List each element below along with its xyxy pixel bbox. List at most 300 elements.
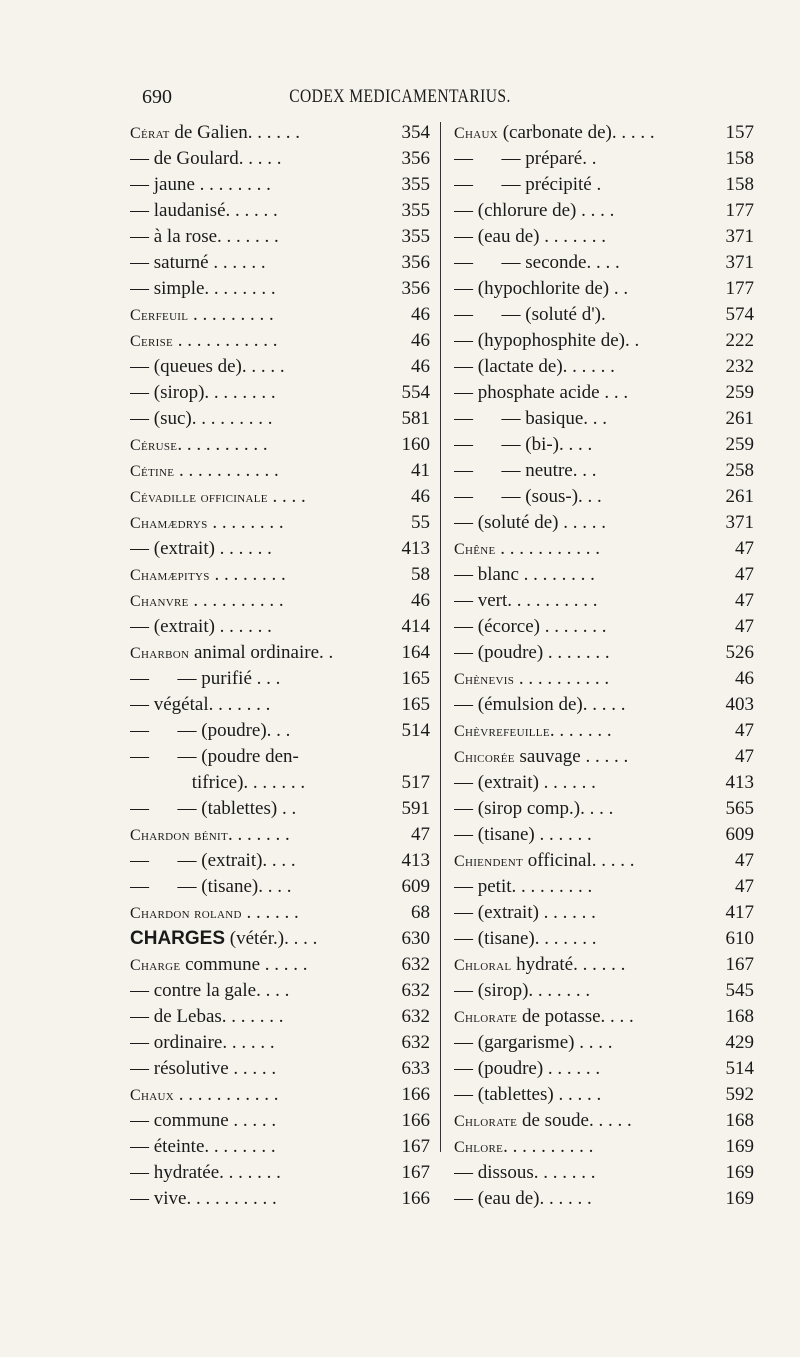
index-entry [454,484,754,510]
index-entry-headword: Chiendent [454,853,523,870]
index-entry-page-number: 565 [725,798,754,819]
index-entry-text [454,276,702,302]
index-entry-label: sauvage . . . . . [514,746,629,767]
index-entry-text [454,354,702,380]
index-entry-page-number: 517 [401,772,430,793]
index-entry-headword: Chêne [454,541,496,558]
index-entry [454,146,754,172]
index-entry-headword: Cerise [130,333,174,350]
index-entry [130,276,430,302]
index-entry-label: tifrice). . . . . . . [130,772,306,793]
index-entry-text [454,614,702,640]
index-entry-label: — — (poudre den- [130,746,299,767]
index-entry-text [130,718,382,744]
index-entry [130,510,430,536]
index-entry [130,536,430,562]
index-entry-headword: Cérat [130,125,170,142]
index-entry [454,1004,754,1030]
index-entry-page-number: 68 [411,902,430,923]
index-entry [130,614,430,640]
index-entry-page-number: 47 [735,720,754,741]
index-entry-page-number: 413 [725,772,754,793]
index-entry-label: — à la rose. . . . . . . [130,226,279,247]
index-entry-headword: Cétine [130,463,175,480]
index-entry-text [454,250,702,276]
index-entry-page-number: 429 [725,1032,754,1053]
index-entry-text [454,926,702,952]
index-entry-headword: Chardon bénit [130,827,229,844]
index-entry-text [454,1186,702,1212]
index-entry-page-number: 164 [401,642,430,663]
index-entry-text [130,146,382,172]
index-entry-label: . . . . . . . . . . . [173,330,278,351]
index-entry-label: . . . . . . . . [207,512,284,533]
index-entry [454,302,754,328]
index-entry [130,432,430,458]
index-entry-text [130,770,382,796]
index-entry-text [454,1056,702,1082]
index-entry-label: — (eau de). . . . . . [454,1188,592,1209]
index-entry-label: — hydratée. . . . . . . [130,1162,281,1183]
index-entry-headword: Chlorate [454,1009,518,1026]
index-entry-text [454,588,702,614]
index-entry [130,484,430,510]
index-entry-page-number: 47 [735,538,754,559]
index-entry-label: (vétér.). . . . [225,928,318,949]
index-entry-label: . . . . . . . [549,720,612,741]
index-entry-text [130,978,382,1004]
index-entry-label: — saturné . . . . . . [130,252,266,273]
index-entry-page-number: 574 [725,304,754,325]
index-entry-page-number: 166 [401,1084,430,1105]
index-entry-label: . . . . . . . . . . [188,590,284,611]
index-entry-label: . . . . . . . . . . . [495,538,600,559]
index-entry-text [454,848,702,875]
index-entry-page-number: 169 [725,1188,754,1209]
index-entry [454,458,754,484]
index-entry-label: — — (tisane). . . . [130,876,292,897]
index-entry-page-number: 591 [401,798,430,819]
index-entry-text [454,978,702,1004]
index-entry-text [130,1108,382,1134]
index-column-left [130,120,430,1212]
index-entry-label: — de Goulard. . . . . [130,148,282,169]
index-entry-label: . . . . . . . . . . [514,668,610,689]
index-entry [454,224,754,250]
index-entry [454,432,754,458]
index-entry-page-number: 371 [725,226,754,247]
page-number: 690 [142,86,172,108]
index-entry-text [454,874,702,900]
index-entry [130,1082,430,1108]
index-entry-page-number: 222 [725,330,754,351]
index-entry [130,302,430,328]
index-entry [454,1056,754,1082]
index-entry-text [454,744,702,771]
index-entry-text [454,1160,702,1186]
index-entry [454,692,754,718]
index-entry-text [130,432,382,459]
index-entry-page-number: 158 [725,148,754,169]
index-entry [130,874,430,900]
index-entry [130,1056,430,1082]
index-entry-text [454,1030,702,1056]
index-entry-page-number: 526 [725,642,754,663]
index-entry [130,198,430,224]
index-entry-text [130,250,382,276]
index-entry-page-number: 261 [725,486,754,507]
index-entry-label: — (écorce) . . . . . . . [454,616,607,637]
index-entry-label: — — basique. . . [454,408,608,429]
index-entry-label: — phosphate acide . . . [454,382,629,403]
index-entry [454,276,754,302]
index-entry [454,1160,754,1186]
index-entry-page-number: 630 [401,928,430,949]
index-entry-text [130,1056,382,1082]
index-entry-label: — (tablettes) . . . . . [454,1084,602,1105]
index-entry-text [130,874,382,900]
index-entry-page-number: 355 [401,226,430,247]
index-entry-label: — — (bi-). . . . [454,434,593,455]
index-entry-label: — blanc . . . . . . . . [454,564,595,585]
index-entry-text [130,640,382,667]
index-entry-text [130,614,382,640]
index-entry-page-number: 165 [401,694,430,715]
index-entry-page-number: 610 [725,928,754,949]
index-entry-page-number: 355 [401,200,430,221]
index-entry-label: — — seconde. . . . [454,252,620,273]
index-entry-text [130,354,382,380]
index-entry-label: — — (tablettes) . . [130,798,297,819]
index-entry-text [454,640,702,666]
index-entry [454,510,754,536]
index-entry-label: — vert. . . . . . . . . . [454,590,598,611]
index-entry-page-number: 169 [725,1136,754,1157]
index-entry-page-number: 166 [401,1110,430,1131]
index-entry-label: . . . . . . . . . [188,304,274,325]
index-entry-label: — (poudre) . . . . . . [454,1058,601,1079]
index-entry-text [454,380,702,406]
index-entry-page-number: 545 [725,980,754,1001]
index-entry-page-number: 58 [411,564,430,585]
index-entry-page-number: 177 [725,200,754,221]
index-entry-label: . . . . . . . . . . [503,1136,594,1157]
index-entry-text [130,224,382,250]
index-entry [130,978,430,1004]
index-entry-text [454,172,702,198]
index-entry-page-number: 259 [725,434,754,455]
index-entry [454,926,754,952]
index-entry-text [454,536,702,563]
index-entry-page-number: 417 [725,902,754,923]
index-entry-page-number: 413 [401,538,430,559]
index-entry-page-number: 514 [401,720,430,741]
index-entry-label: — dissous. . . . . . . [454,1162,596,1183]
index-entry-text [130,796,382,822]
index-entry-text [454,510,702,536]
index-entry-page-number: 46 [411,486,430,507]
index-entry [130,666,430,692]
index-entry-text [130,484,382,511]
index-entry-text [454,328,702,354]
index-entry-page-number: 413 [401,850,430,871]
index-entry-text [130,276,382,302]
index-entry-text [130,120,382,147]
index-entry-label: — — (poudre). . . [130,720,291,741]
index-entry-label: . . . . . . . [228,824,290,845]
index-entry-label: officinal. . . . . [522,850,635,871]
index-entry-text [130,1082,382,1109]
running-title: CODEX MEDICAMENTARIUS. [289,86,511,107]
index-entry [130,1108,430,1134]
index-entry-text [454,666,702,693]
index-entry-headword: Chardon roland [130,905,242,922]
index-entry-text [454,146,702,172]
index-entry-label: . . . . . . . . . . . [173,1084,279,1105]
index-entry-page-number: 259 [725,382,754,403]
index-entry-label: — simple. . . . . . . . [130,278,276,299]
index-entry-page-number: 168 [725,1006,754,1027]
index-entry-page-number: 167 [401,1136,430,1157]
index-entry-text [454,406,702,432]
index-entry [130,354,430,380]
index-entry-label: — (sirop). . . . . . . . [130,382,276,403]
index-entry-label: — (lactate de). . . . . . [454,356,615,377]
index-entry-label: — — (sous-). . . [454,486,602,507]
index-entry-page-number: 356 [401,278,430,299]
index-entry-page-number: 47 [735,590,754,611]
index-entry-label: — (sirop comp.). . . . [454,798,614,819]
index-entry [130,926,430,952]
index-entry-page-number: 581 [401,408,430,429]
index-entry [130,770,430,796]
index-entry-text [454,120,702,147]
index-entry-headword: Chlore [454,1139,504,1156]
index-entry-headword: Chaux [130,1087,174,1104]
index-entry-page-number: 47 [735,616,754,637]
index-entry-text [130,692,382,718]
index-entry [130,744,430,770]
index-entry-label: . . . . . . . . . . . [174,460,279,481]
index-entry-label: — (soluté de) . . . . . [454,512,606,533]
index-entry-page-number: 47 [735,746,754,767]
index-entry-headword: Chlorate [454,1113,518,1130]
index-entry-text [130,510,382,537]
index-entry-page-number: 632 [401,980,430,1001]
index-entry-text [454,1082,702,1108]
index-entry-label: — (extrait) . . . . . . [130,616,272,637]
index-entry [130,640,430,666]
index-entry-headword: Chloral [454,957,512,974]
index-entry-page-number: 167 [401,1162,430,1183]
index-entry-label: — résolutive . . . . . [130,1058,277,1079]
index-entry-text [130,1004,382,1030]
index-entry-label: — (chlorure de) . . . . [454,200,615,221]
index-entry [130,406,430,432]
index-entry-label: animal ordinaire. . [189,642,334,663]
index-entry [130,1160,430,1186]
index-entry-page-number: 47 [411,824,430,845]
index-entry [130,1030,430,1056]
index-entry-label: — ordinaire. . . . . . [130,1032,275,1053]
index-entry-page-number: 168 [725,1110,754,1131]
index-entry-text [454,302,702,328]
index-entry-label: — — préparé. . [454,148,597,169]
index-entry-page-number: 177 [725,278,754,299]
index-entry [454,536,754,562]
index-entry-page-number: 46 [735,668,754,689]
index-entry-text [454,432,702,458]
index-entry-label: . . . . . . . . . . [177,434,268,455]
index-entry-text [454,1004,702,1031]
index-entry [454,588,754,614]
index-entry-label: — (extrait) . . . . . . [454,902,596,923]
index-entry-page-number: 46 [411,304,430,325]
index-entry [130,146,430,172]
index-entry [454,796,754,822]
index-entry-page-number: 632 [401,954,430,975]
index-entry-text [130,744,382,770]
index-entry-label: — — purifié . . . [130,668,281,689]
index-entry-page-number: 46 [411,590,430,611]
index-entry [454,770,754,796]
index-entry-label: — (sirop). . . . . . . [454,980,591,1001]
index-entry-text [130,458,382,485]
index-entry [130,1186,430,1212]
index-entry [454,874,754,900]
index-entry-page-number: 609 [401,876,430,897]
index-entry-label: — (hypophosphite de). . [454,330,640,351]
index-entry-text [454,770,702,796]
index-entry [454,250,754,276]
index-entry [454,1030,754,1056]
index-entry-page-number: 633 [401,1058,430,1079]
index-entry-page-number: 46 [411,330,430,351]
index-entry-page-number: 632 [401,1032,430,1053]
index-entry [130,380,430,406]
index-entry [130,692,430,718]
index-entry [130,822,430,848]
index-entry-label: de Galien. . . . . . [169,122,300,143]
index-entry [130,718,430,744]
index-entry [454,562,754,588]
index-entry [454,354,754,380]
index-entry-text [130,1186,382,1212]
index-entry-page-number: 355 [401,174,430,195]
index-entry [454,640,754,666]
index-entry [130,952,430,978]
index-entry-text [130,1030,382,1056]
index-entry [454,1134,754,1160]
index-entry-page-number: 356 [401,148,430,169]
index-entry-text [130,380,382,406]
index-entry-page-number: 46 [411,356,430,377]
index-entry-text [454,224,702,250]
index-entry [454,198,754,224]
index-entry-page-number: 160 [401,434,430,455]
index-entry [454,718,754,744]
index-entry [454,978,754,1004]
index-entry-page-number: 169 [725,1162,754,1183]
index-entry [454,172,754,198]
index-entry-label: . . . . . . [241,902,299,923]
index-entry-page-number: 554 [401,382,430,403]
index-entry-page-number: 55 [411,512,430,533]
index-entry-text [130,302,382,329]
index-entry-page-number: 258 [725,460,754,481]
index-entry-page-number: 592 [725,1084,754,1105]
index-entry-text [130,666,382,692]
index-entry [130,900,430,926]
index-entry-page-number: 166 [401,1188,430,1209]
index-entry-headword: Charge [130,957,181,974]
index-entry-page-number: 354 [401,122,430,143]
index-entry-label: — de Lebas. . . . . . . [130,1006,284,1027]
index-entry [130,1004,430,1030]
index-entry-label: — — (extrait). . . . [130,850,296,871]
index-entry-text [130,198,382,224]
index-entry-text [454,1134,702,1161]
index-entry-page-number: 632 [401,1006,430,1027]
index-entry [130,224,430,250]
index-entry [454,822,754,848]
index-entry-label: de potasse. . . . [517,1006,634,1027]
index-entry [454,614,754,640]
index-entry-label: — (émulsion de). . . . . [454,694,626,715]
index-entry-label: — (extrait) . . . . . . [130,538,272,559]
index-entry [130,250,430,276]
index-entry [454,1186,754,1212]
index-entry-page-number: 609 [725,824,754,845]
index-entry [130,796,430,822]
index-entry-headword: Chènevis [454,671,515,688]
index-entry-label: — végétal. . . . . . . [130,694,271,715]
index-entry [454,380,754,406]
index-entry [130,848,430,874]
index-entry-label: — (extrait) . . . . . . [454,772,596,793]
index-entry-text [454,458,702,484]
index-entry-text [130,822,382,849]
index-entry-text [454,796,702,822]
index-entry-page-number: 403 [725,694,754,715]
index-entry-label: — commune . . . . . [130,1110,277,1131]
index-entry-label: — vive. . . . . . . . . . [130,1188,277,1209]
index-entry-text [130,926,382,952]
index-entry-page-number: 356 [401,252,430,273]
index-entry [454,848,754,874]
index-entry [454,406,754,432]
index-entry-page-number: 232 [725,356,754,377]
index-entry-label: — (eau de) . . . . . . . [454,226,606,247]
index-entry-text [454,484,702,510]
index-entry [454,120,754,146]
index-entry [130,562,430,588]
index-entry-text [454,952,702,979]
index-entry-text [454,718,702,745]
index-entry-text [454,822,702,848]
index-entry-headword: Chamædrys [130,515,208,532]
index-entry-label: commune . . . . . [180,954,308,975]
index-entry-page-number: 165 [401,668,430,689]
index-entry [454,900,754,926]
index-entry-label: — (tisane) . . . . . . [454,824,592,845]
index-entry-text [130,588,382,615]
index-entry-text [454,562,702,588]
index-entry [454,328,754,354]
index-entry-page-number: 47 [735,876,754,897]
index-entry [454,1108,754,1134]
index-entry-headword: Chaux [454,125,498,142]
